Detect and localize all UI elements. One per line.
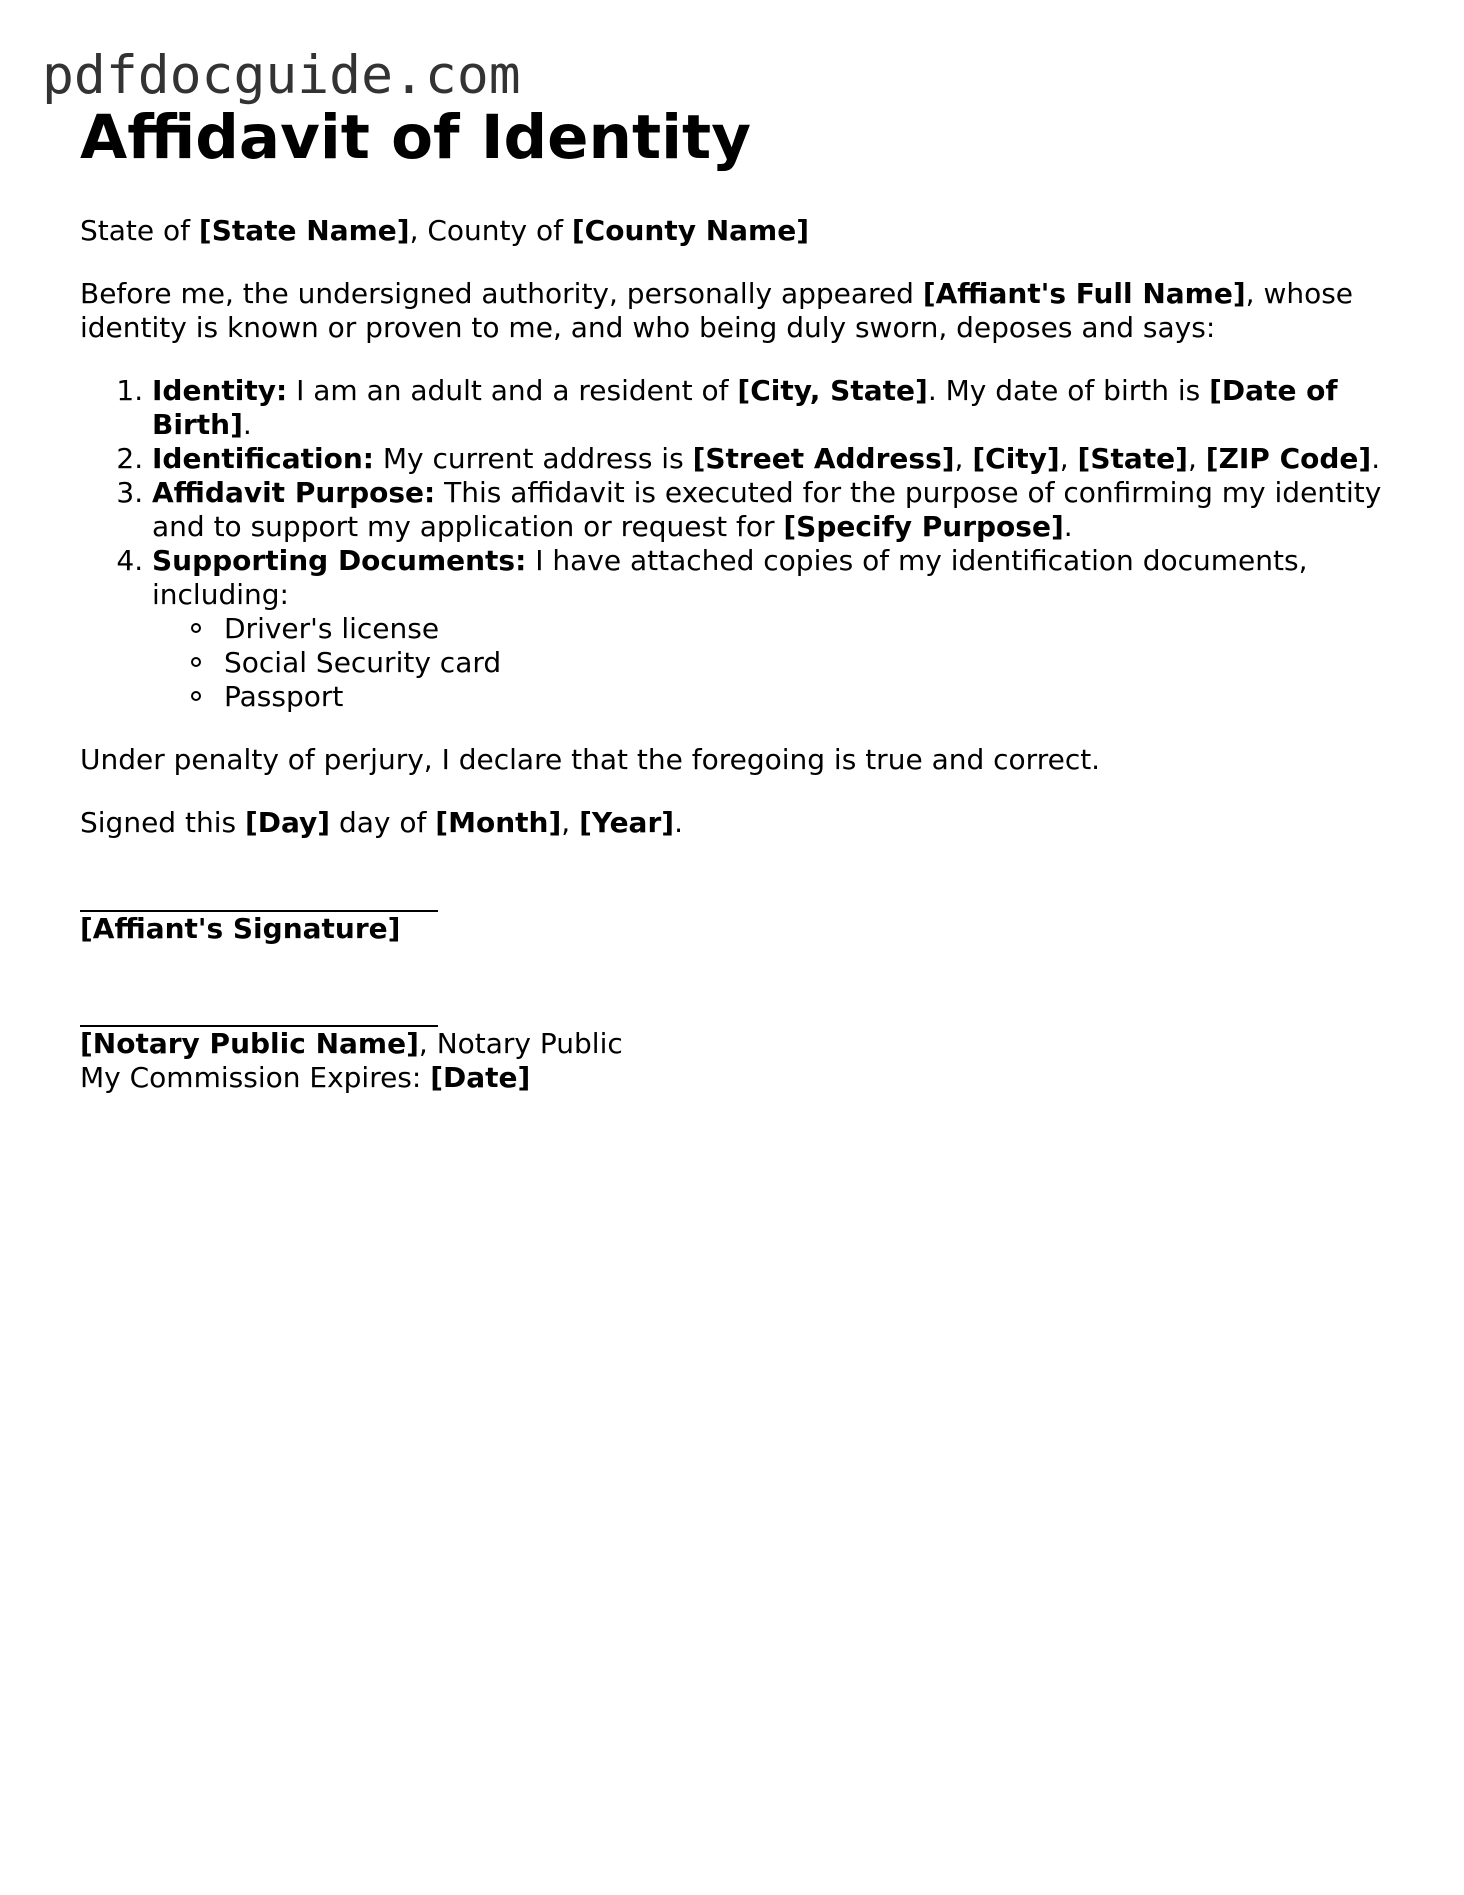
perjury-statement: Under penalty of perjury, I declare that the foregoing is true and correct. (80, 743, 1101, 776)
list-item-text: Passport (224, 680, 344, 713)
list-item (224, 646, 1400, 680)
signed-end: . (674, 806, 683, 839)
clause-text: My current address is (373, 442, 693, 475)
circle-bullet-icon (191, 623, 201, 633)
list-item-text: Driver's license (224, 612, 440, 645)
year-placeholder: [Year] (579, 806, 675, 839)
county-placeholder: [County Name] (571, 214, 809, 247)
state-prefix: State of (80, 214, 199, 247)
commission-line (80, 1061, 1400, 1095)
clause-label: Identity: (152, 374, 288, 407)
street-placeholder: [Street Address] (692, 442, 955, 475)
clause-identity (152, 374, 1400, 442)
commission-label: My Commission Expires: (80, 1061, 431, 1094)
clause-end: . (1063, 510, 1073, 543)
list-item (224, 612, 1400, 646)
affiant-signature-block (80, 878, 1400, 946)
separator: , (954, 442, 973, 475)
purpose-placeholder: [Specify Purpose] (783, 510, 1064, 543)
clause-text: I am an adult and a resident of (287, 374, 738, 407)
state-placeholder: [State] (1077, 442, 1188, 475)
clause-label: Identification: (152, 442, 374, 475)
signed-prefix: Signed this (80, 806, 245, 839)
city-state-placeholder: [City, State] (737, 374, 928, 407)
circle-bullet-icon (191, 691, 201, 701)
separator: , (1187, 442, 1206, 475)
affidavit-document (80, 100, 1400, 1095)
state-placeholder: [State Name] (198, 214, 410, 247)
clause-label: Supporting Documents: (152, 544, 527, 577)
clause-documents (152, 544, 1400, 714)
county-prefix: , County of (409, 214, 572, 247)
intro-paragraph (80, 277, 1400, 345)
affiant-signature-placeholder: [Affiant's Signature] (80, 912, 401, 945)
clause-text: I have attached copies of my identification documents, including: (152, 544, 1308, 611)
intro-before: Before me, the undersigned authority, personally appeared (80, 277, 923, 310)
signed-mid: day of (330, 806, 436, 839)
month-placeholder: [Month] (435, 806, 562, 839)
separator: , (561, 806, 580, 839)
dob-placeholder: [Date of Birth] (152, 374, 1338, 441)
zip-placeholder: [ZIP Code] (1205, 442, 1372, 475)
documents-list (152, 612, 1400, 714)
clause-text: This affidavit is executed for the purpose of confirming my identity and to support my application or request for (152, 476, 1382, 543)
city-placeholder: [City] (972, 442, 1060, 475)
intro-after: , whose identity is known or proven to me, and who being duly sworn, deposes and says: (80, 277, 1354, 344)
list-item (224, 680, 1400, 714)
notary-name-line (80, 1027, 1400, 1061)
state-county-line (80, 214, 1400, 248)
circle-bullet-icon (191, 657, 201, 667)
clause-purpose (152, 476, 1400, 544)
clauses-list (80, 374, 1400, 714)
notary-name-placeholder: [Notary Public Name] (80, 1027, 419, 1060)
clause-label: Affidavit Purpose: (152, 476, 436, 509)
day-placeholder: [Day] (244, 806, 331, 839)
clause-end: . (1371, 442, 1381, 475)
commission-date-placeholder: [Date] (430, 1061, 531, 1094)
affiant-signature-line[interactable] (80, 878, 438, 912)
separator: , (1059, 442, 1078, 475)
clause-identification (152, 442, 1400, 476)
notary-title: , Notary Public (418, 1027, 623, 1060)
notary-signature-line[interactable] (80, 993, 438, 1027)
clause-text: . My date of birth is (927, 374, 1210, 407)
site-watermark: pdfdocguide.com (42, 45, 521, 106)
notary-signature-block (80, 993, 1400, 1095)
signed-date-line (80, 806, 1400, 840)
affiant-name-placeholder: [Affiant's Full Name] (922, 277, 1246, 310)
document-title: Affidavit of Identity (80, 102, 751, 173)
clause-end: . (242, 408, 252, 441)
list-item-text: Social Security card (224, 646, 502, 679)
